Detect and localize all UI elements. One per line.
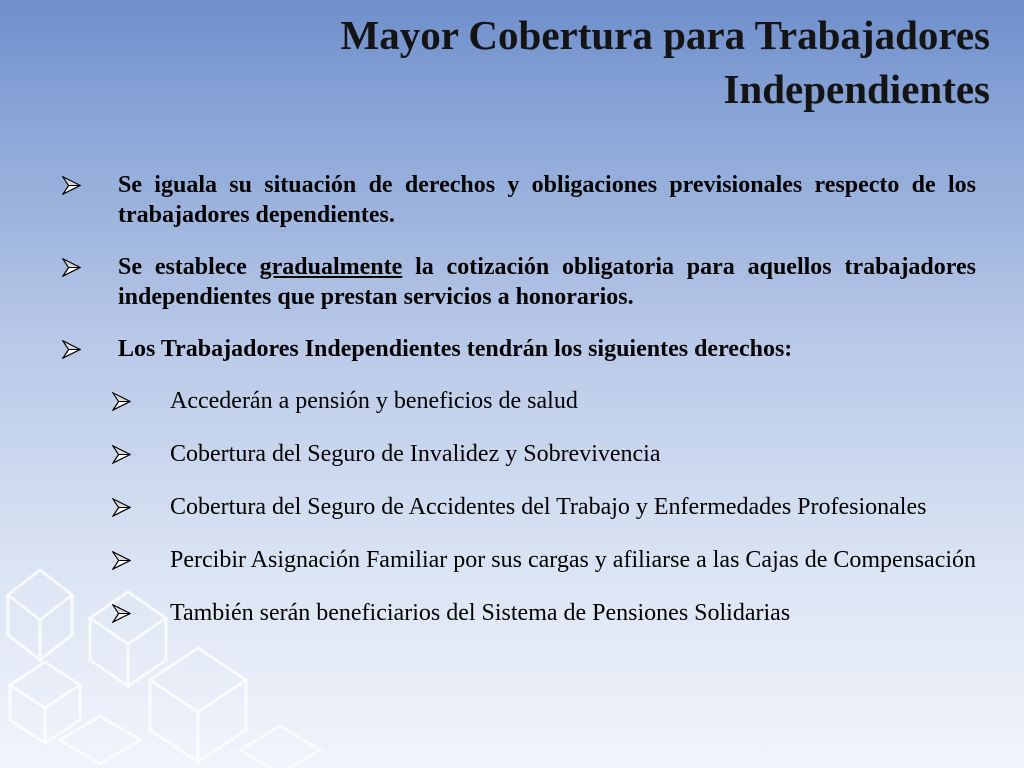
sub-bullet-item xyxy=(0,492,1024,522)
arrowhead-bullet-icon xyxy=(112,551,131,570)
arrowhead-bullet-icon xyxy=(112,604,131,623)
arrowhead-bullet-icon xyxy=(112,498,131,517)
bullet-list xyxy=(0,170,1024,651)
bullet-text-underlined: gradualmente xyxy=(259,254,403,280)
arrowhead-bullet-icon xyxy=(112,445,131,464)
sub-bullet-text: También serán beneficiarios del Sistema de Pensiones Solidarias xyxy=(170,600,791,626)
bullet-text-before: Se establece xyxy=(118,254,260,280)
bullet-item xyxy=(0,252,1024,312)
title-line-1: Mayor Cobertura para Trabajadores xyxy=(340,12,990,58)
bullet-text-after: la cotización obligatoria para aquellos trabajadores independientes que prestan servicios a honorarios. xyxy=(118,254,976,310)
arrowhead-bullet-icon xyxy=(62,176,81,195)
sub-bullet-item xyxy=(0,439,1024,469)
sub-bullet-item xyxy=(0,386,1024,416)
bullet-item xyxy=(0,334,1024,364)
bullet-text: Se iguala su situación de derechos y obligaciones previsionales respecto de los trabajadores dependientes. xyxy=(118,172,976,228)
sub-bullet-text: Accederán a pensión y beneficios de salud xyxy=(170,388,578,414)
sub-bullet-text: Cobertura del Seguro de Invalidez y Sobrevivencia xyxy=(170,441,661,467)
bullet-item xyxy=(0,170,1024,230)
arrowhead-bullet-icon xyxy=(62,258,81,277)
arrowhead-bullet-icon xyxy=(112,392,131,411)
bullet-text: Los Trabajadores Independientes tendrán los siguientes derechos: xyxy=(118,336,793,362)
slide-title xyxy=(230,8,990,116)
arrowhead-bullet-icon xyxy=(62,340,81,359)
sub-bullet-text: Cobertura del Seguro de Accidentes del Trabajo y Enfermedades Profesionales xyxy=(170,494,927,520)
sub-bullet-text: Percibir Asignación Familiar por sus cargas y afiliarse a las Cajas de Compensación xyxy=(170,547,977,573)
title-line-2: Independientes xyxy=(723,66,990,112)
sub-bullet-item xyxy=(0,598,1024,628)
sub-bullet-item xyxy=(0,545,1024,575)
